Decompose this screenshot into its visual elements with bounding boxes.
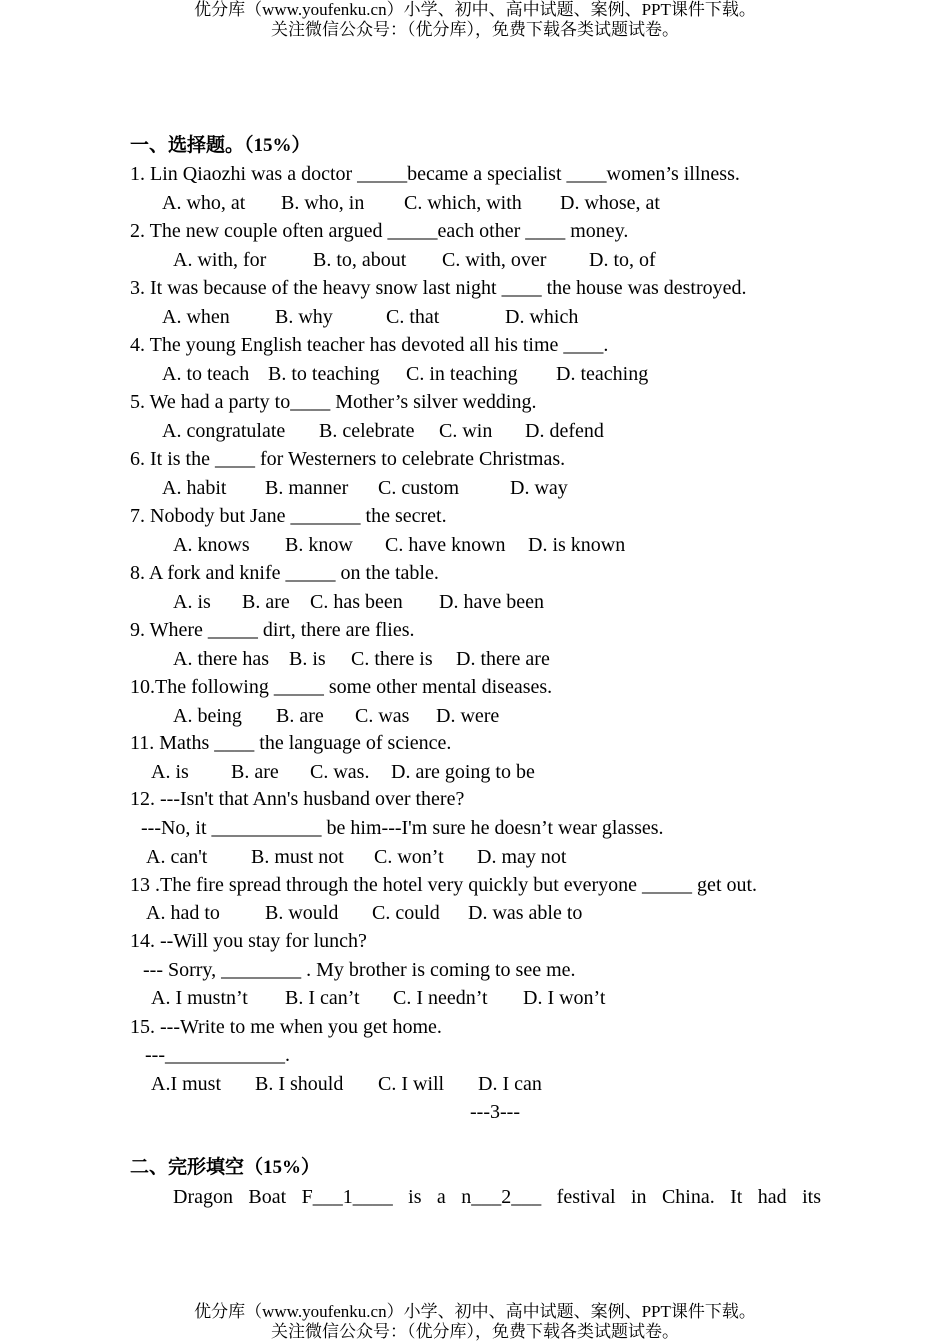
header-line-1: 优分库（www.youfenku.cn）小学、初中、高中试题、案例、PPT课件下载。: [194, 0, 756, 19]
cloze-word: a: [436, 1186, 446, 1208]
option: B. celebrate: [319, 420, 415, 442]
question-stem: 2. The new couple often argued _____each other ____ money.: [130, 220, 629, 242]
option: D. whose, at: [560, 192, 660, 214]
question-stem: 1. Lin Qiaozhi was a doctor _____became a specialist ____women’s illness.: [130, 163, 740, 185]
section-1-title: 一、选择题。（15%）: [130, 135, 311, 156]
option: D. I can: [478, 1073, 542, 1095]
option: B. are: [231, 761, 279, 783]
option: A. knows: [173, 534, 250, 556]
page-number: ---3---: [470, 1101, 520, 1123]
option: C. which, with: [404, 192, 522, 214]
option: A. is: [151, 761, 189, 783]
option: B. who, in: [281, 192, 365, 214]
option: C. win: [439, 420, 493, 442]
option: A. habit: [162, 477, 227, 499]
option: C. that: [386, 306, 440, 328]
question-dialogue: --- Sorry, ________ . My brother is coming to see me.: [143, 959, 576, 981]
option: D. which: [505, 306, 579, 328]
header-line-2: 关注微信公众号：（优分库），免费下载各类试题试卷。: [271, 20, 679, 39]
cloze-word: festival: [556, 1186, 616, 1208]
question-stem: 15. ---Write to me when you get home.: [130, 1016, 442, 1038]
option: A.I must: [151, 1073, 221, 1095]
question-stem: 12. ---Isn't that Ann's husband over there?: [130, 788, 465, 810]
cloze-word: Boat: [248, 1186, 287, 1208]
option: B. are: [242, 591, 290, 613]
option: C. have known: [385, 534, 506, 556]
option: C. I needn’t: [393, 987, 488, 1009]
option: B. know: [285, 534, 353, 556]
cloze-word: Dragon: [173, 1186, 233, 1208]
section-2-title: 二、完形填空（15%）: [130, 1157, 321, 1178]
option: A. is: [173, 591, 211, 613]
option: B. I should: [255, 1073, 344, 1095]
question-stem: 6. It is the ____ for Westerners to celebrate Christmas.: [130, 448, 566, 470]
option: D. I won’t: [523, 987, 606, 1009]
option: A. there has: [173, 648, 270, 670]
option: D. there are: [456, 648, 550, 670]
option: C. has been: [310, 591, 403, 613]
footer-line-2: 关注微信公众号：（优分库），免费下载各类试题试卷。: [271, 1322, 679, 1341]
option: D. is known: [528, 534, 626, 556]
option: B. would: [265, 902, 339, 924]
question-stem: 9. Where _____ dirt, there are flies.: [130, 619, 415, 641]
option: B. must not: [251, 846, 344, 868]
question-stem: 14. --Will you stay for lunch?: [130, 930, 367, 952]
option: B. I can’t: [285, 987, 360, 1009]
option: A. had to: [146, 902, 220, 924]
question-stem: 3. It was because of the heavy snow last night ____ the house was destroyed.: [130, 277, 747, 299]
option: B. are: [276, 705, 324, 727]
cloze-passage-first-line: [173, 1185, 821, 1209]
option: A. being: [173, 705, 242, 727]
option: C. I will: [378, 1073, 445, 1095]
question-stem: 4. The young English teacher has devoted all his time ____.: [130, 334, 609, 356]
option: C. custom: [378, 477, 460, 499]
option: C. in teaching: [406, 363, 518, 385]
option: D. may not: [477, 846, 567, 868]
question-dialogue: ---____________.: [145, 1044, 290, 1066]
cloze-word: It: [730, 1186, 743, 1208]
question-stem: 13 .The fire spread through the hotel very quickly but everyone _____ get out.: [130, 874, 758, 896]
question-dialogue: ---No, it ___________ be him---I'm sure he doesn’t wear glasses.: [141, 817, 664, 839]
question-stem: 11. Maths ____ the language of science.: [130, 732, 452, 754]
option: B. manner: [265, 477, 349, 499]
question-stem: 5. We had a party to____ Mother’s silver wedding.: [130, 391, 537, 413]
option: B. to teaching: [268, 363, 380, 385]
option: D. defend: [525, 420, 604, 442]
option: A. with, for: [173, 249, 267, 271]
question-stem: 7. Nobody but Jane _______ the secret.: [130, 505, 447, 527]
option: A. I mustn’t: [151, 987, 248, 1009]
option: C. was: [355, 705, 410, 727]
option: D. are going to be: [391, 761, 535, 783]
option: A. when: [162, 306, 230, 328]
option: D. were: [436, 705, 500, 727]
option: B. why: [275, 306, 333, 328]
option: C. there is: [351, 648, 433, 670]
cloze-word: its: [802, 1186, 821, 1208]
option: B. to, about: [313, 249, 407, 271]
option: D. way: [510, 477, 568, 499]
cloze-word: is: [408, 1186, 422, 1208]
question-stem: 10.The following _____ some other mental diseases.: [130, 676, 553, 698]
option: C. won’t: [374, 846, 444, 868]
option: A. who, at: [162, 192, 246, 214]
option: A. can't: [146, 846, 208, 868]
option: A. congratulate: [162, 420, 286, 442]
cloze-word: China.: [661, 1186, 715, 1208]
option: D. teaching: [556, 363, 649, 385]
cloze-word: in: [630, 1186, 647, 1208]
option: D. have been: [439, 591, 544, 613]
option: C. with, over: [442, 249, 547, 271]
cloze-blank: F___1____: [301, 1186, 393, 1208]
option: D. to, of: [589, 249, 656, 271]
option: A. to teach: [162, 363, 250, 385]
option: C. was.: [310, 761, 370, 783]
option: B. is: [289, 648, 326, 670]
cloze-blank: n___2___: [461, 1186, 542, 1208]
option: C. could: [372, 902, 440, 924]
footer-line-1: 优分库（www.youfenku.cn）小学、初中、高中试题、案例、PPT课件下载。: [194, 1302, 756, 1321]
question-stem: 8. A fork and knife _____ on the table.: [130, 562, 439, 584]
option: D. was able to: [468, 902, 583, 924]
cloze-word: had: [757, 1186, 787, 1208]
